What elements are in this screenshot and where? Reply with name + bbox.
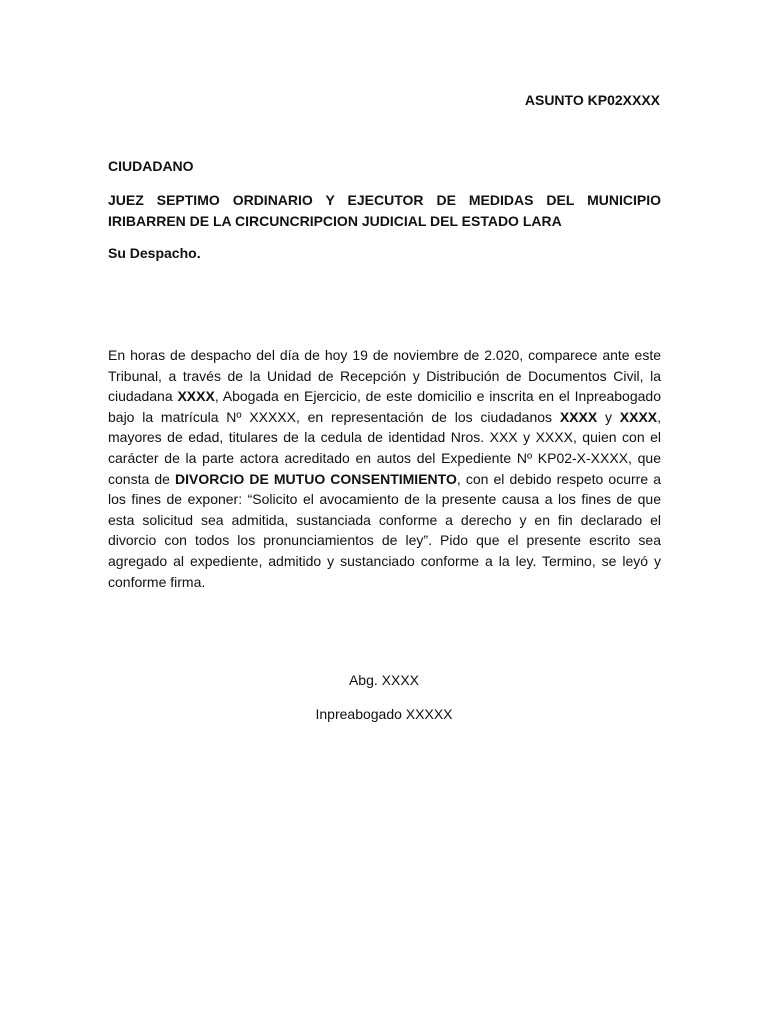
body-text-4: , mayores de edad, titulares de la cedula de identidad Nros. XXX y XXXX, quien con el carácter de la parte actora acreditado en autos del Expediente Nº KP02-X-XXXX, que consta de [108,408,662,487]
client-name-1: XXXX [559,408,598,425]
signature-registration: Inpreabogado XXXXX [315,706,453,722]
case-type: DIVORCIO DE MUTUO CONSENTIMIENTO [175,470,457,487]
body-text-1: En horas de despacho del día de hoy 19 de noviembre de 2.020, comparece ante este Tribunal, a través de la Unidad de Recepción y Distribución de Documentos Civil, la ciudadana [108,347,661,405]
judge-title: JUEZ SEPTIMO ORDINARIO Y EJECUTOR DE MEDIDAS DEL MUNICIPIO IRIBARREN DE LA CIRCUNCRIPCION JUDICIAL DEL ESTADO LARA [108,192,661,229]
salutation: CIUDADANO [108,158,194,174]
body-paragraph [108,345,661,592]
attorney-name: XXXX [177,388,215,405]
addressee-block [108,158,661,261]
body-text-5: , con el debido respeto ocurre a los fines de exponer: “Solicito el avocamiento de la presente causa a los fines de que esta solicitud sea admitida, sustanciada conforme a derecho y en fin declarado el divorcio con todos los pronunciamientos de ley”. Pido que el presente escrito sea agregado al expediente, admitido y sustanciado conforme a la ley. Termino, se leyó y conforme firma. [108,470,661,590]
body-text-3: y [597,408,620,425]
closing-salutation: Su Despacho. [108,245,201,261]
client-name-2: XXXX [619,408,658,425]
signature-name: Abg. XXXX [348,672,420,688]
case-subject: ASUNTO KP02XXXX [524,92,660,108]
body-text-2: , Abogada en Ejercicio, de este domicilio e inscrita en el Inpreabogado bajo la matrícula Nº XXXXX, en representación de los ciudadanos [108,388,661,425]
